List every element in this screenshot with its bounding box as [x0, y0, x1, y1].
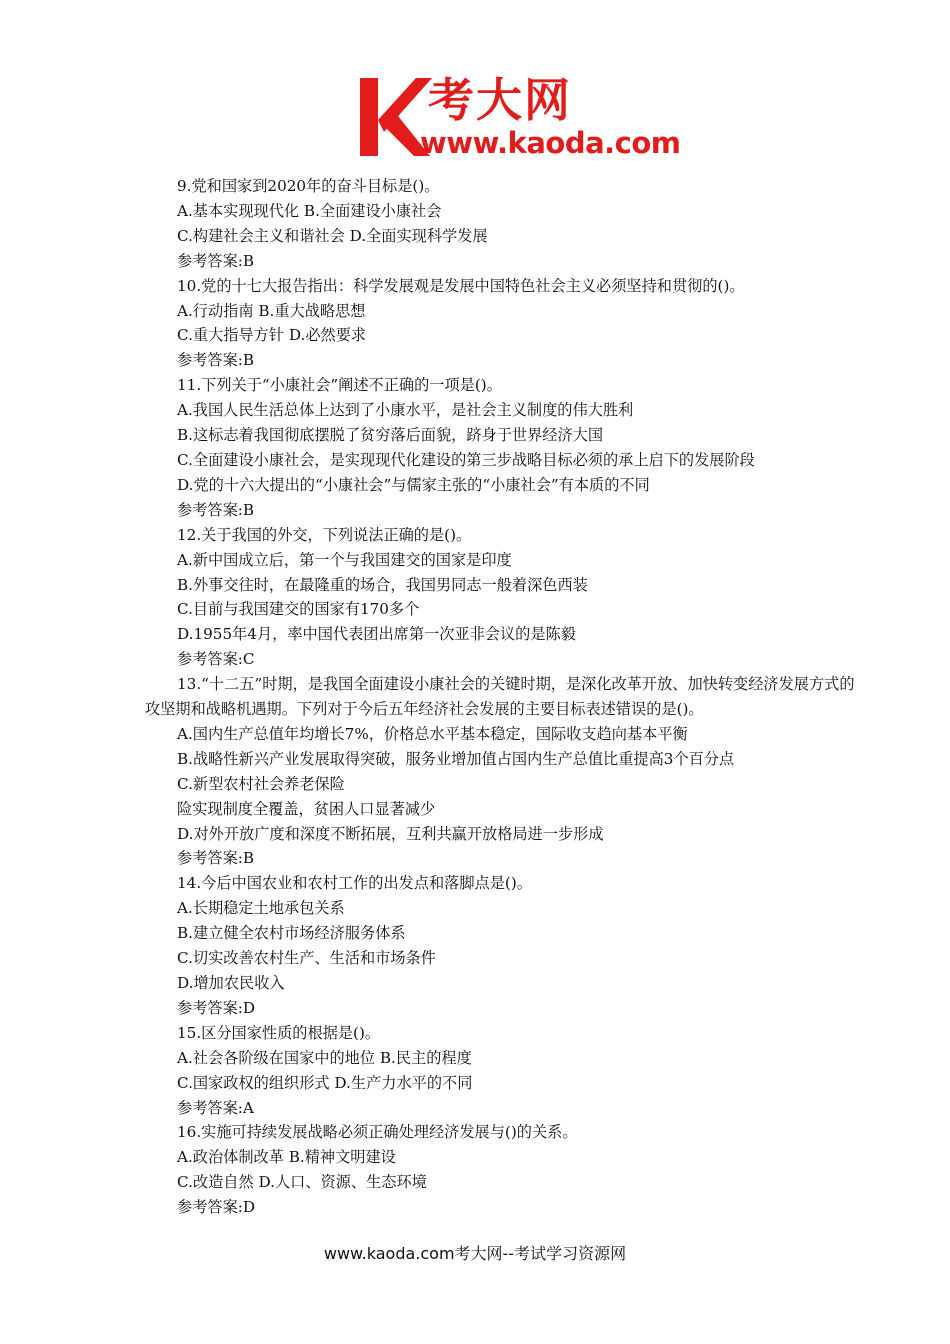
option-line: D.1955年4月，率中国代表团出席第一次亚非会议的是陈毅 — [177, 625, 576, 644]
question-block — [145, 373, 860, 522]
answer-line: 参考答案:B — [177, 500, 255, 519]
option-line: A.行动指南 B.重大战略思想 — [177, 301, 366, 320]
option-line: D.党的十六大提出的“小康社会”与儒家主张的“小康社会”有本质的不同 — [177, 475, 650, 494]
logo-url: www.kaoda.com — [420, 126, 681, 160]
option-line: D.对外开放广度和深度不断拓展，互利共赢开放格局进一步形成 — [177, 824, 604, 843]
question-block — [145, 174, 860, 274]
answer-line: 参考答案:A — [177, 1098, 254, 1117]
page-footer — [0, 1241, 950, 1264]
answer-line: 参考答案:C — [177, 650, 255, 669]
option-line: D.增加农民收入 — [177, 974, 285, 992]
option-line: A.新中国成立后，第一个与我国建交的国家是印度 — [177, 550, 512, 569]
option-line: A.政治体制改革 B.精神文明建设 — [177, 1148, 396, 1167]
footer-slogan: 考大网--考试学习资源网 — [454, 1244, 627, 1263]
question-block — [145, 1021, 860, 1121]
option-line: A.国内生产总值年均增长7%，价格总水平基本稳定，国际收支趋向基本平衡 — [177, 724, 688, 743]
option-line: C.构建社会主义和谐社会 D.全面实现科学发展 — [177, 226, 488, 245]
question-text: 15.区分国家性质的根据是()。 — [177, 1023, 381, 1042]
question-text: 13.“十二五”时期，是我国全面建设小康社会的关键时期，是深化改革开放、加快转变经济发展方式的攻坚期和战略机遇期。下列对于今后五年经济社会发展的主要目标表述错误的是()。 — [145, 675, 855, 719]
question-list — [145, 174, 860, 1220]
question-block — [145, 274, 860, 374]
answer-line: 参考答案:B — [177, 849, 255, 868]
question-block — [145, 672, 860, 871]
option-line: A.长期稳定土地承包关系 — [177, 899, 345, 918]
logo-chinese-name: 考大网 — [428, 73, 572, 127]
option-line: C.重大指导方针 D.必然要求 — [177, 326, 367, 345]
question-block — [145, 523, 860, 672]
answer-line: 参考答案:D — [177, 998, 256, 1017]
answer-line: 参考答案:B — [177, 251, 255, 270]
answer-line: 参考答案:B — [177, 351, 255, 370]
answer-line: 参考答案:D — [177, 1198, 256, 1217]
option-line: C.切实改善农村生产、生活和市场条件 — [177, 949, 436, 968]
option-line: C.国家政权的组织形式 D.生产力水平的不同 — [177, 1073, 473, 1092]
option-line: B.战略性新兴产业发展取得突破，服务业增加值占国内生产总值比重提高3个百分点 — [177, 749, 735, 768]
option-line: 险实现制度全覆盖，贫困人口显著减少 — [177, 799, 436, 818]
option-line: A.社会各阶级在国家中的地位 B.民主的程度 — [177, 1048, 472, 1067]
option-line: C.新型农村社会养老保险 — [177, 774, 345, 793]
footer-site-link[interactable]: www.kaoda.com — [323, 1244, 455, 1263]
question-text: 14.今后中国农业和农村工作的出发点和落脚点是()。 — [177, 874, 532, 893]
question-block — [145, 1120, 860, 1220]
option-line: C.目前与我国建交的国家有170多个 — [177, 600, 420, 619]
option-line: B.建立健全农村市场经济服务体系 — [177, 924, 406, 943]
option-line: B.外事交往时，在最隆重的场合，我国男同志一般着深色西装 — [177, 575, 588, 594]
option-line: B.这标志着我国彻底摆脱了贫穷落后面貌，跻身于世界经济大国 — [177, 426, 604, 445]
option-line: C.改造自然 D.人口、资源、生态环境 — [177, 1173, 427, 1192]
question-block — [145, 871, 860, 1020]
question-text: 11.下列关于“小康社会”阐述不正确的一项是()。 — [177, 376, 502, 395]
question-text: 9.党和国家到2020年的奋斗目标是()。 — [177, 177, 440, 195]
option-line: A.基本实现现代化 B.全面建设小康社会 — [177, 201, 442, 220]
site-logo — [358, 70, 680, 162]
option-line: C.全面建设小康社会，是实现现代化建设的第三步战略目标必须的承上启下的发展阶段 — [177, 450, 755, 469]
option-line: A.我国人民生活总体上达到了小康水平，是社会主义制度的伟大胜利 — [177, 401, 634, 420]
question-text: 16.实施可持续发展战略必须正确处理经济发展与()的关系。 — [177, 1123, 578, 1142]
question-text: 10.党的十七大报告指出：科学发展观是发展中国特色社会主义必须坚持和贯彻的()。 — [177, 276, 745, 295]
question-text: 12.关于我国的外交，下列说法正确的是()。 — [177, 525, 472, 544]
